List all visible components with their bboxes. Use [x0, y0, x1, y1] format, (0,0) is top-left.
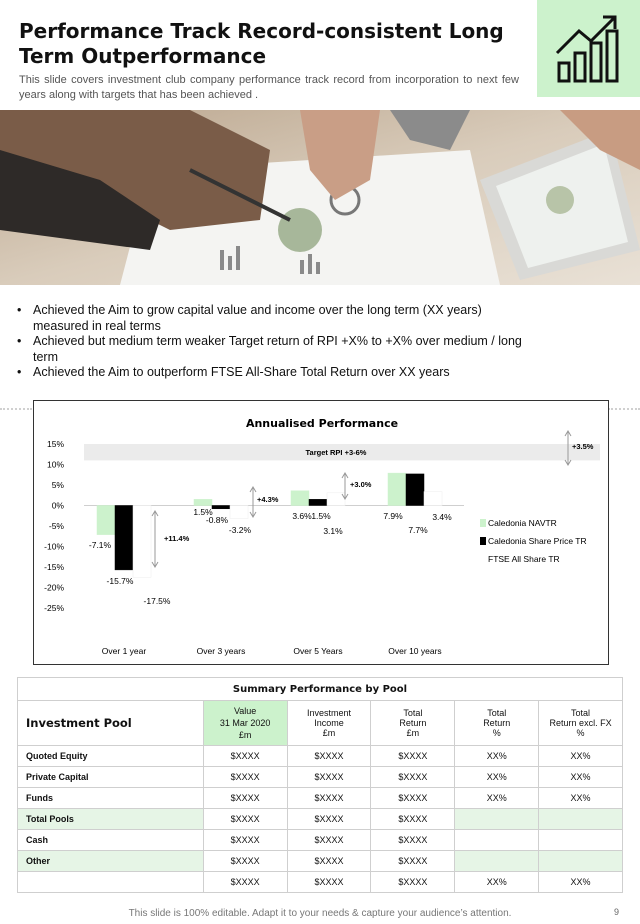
page-number: 9: [614, 907, 620, 917]
y-tick-label: -5%: [48, 521, 64, 531]
table-row: Other $XXXX $XXXX $XXXX: [18, 851, 623, 872]
y-tick-label: 10%: [46, 459, 64, 470]
column-header: Value 31 Mar 2020 £m: [203, 701, 287, 746]
page-title: Performance Track Record-consistent Long Term Outperformance: [19, 19, 504, 68]
table-row: Total Pools $XXXX $XXXX $XXXX: [18, 809, 623, 830]
data-label: -3.2%: [228, 525, 252, 535]
summary-table: [17, 677, 623, 893]
bar: [194, 499, 212, 505]
table-caption: Summary Performance by Pool: [18, 678, 623, 701]
bar: [97, 506, 115, 535]
y-tick-label: 5%: [51, 480, 64, 490]
annotation-label: +11.4%: [164, 534, 190, 543]
data-label: 3.4%: [432, 512, 452, 522]
annotation-label: +3.0%: [350, 480, 372, 489]
x-tick-label: Over 10 years: [388, 646, 442, 656]
y-tick-label: -15%: [44, 562, 64, 572]
divider: [608, 408, 640, 410]
table-row: Funds $XXXX $XXXX $XXXX XX% XX%: [18, 788, 623, 809]
legend-label: Caledonia Share Price TR: [488, 536, 587, 546]
column-header: Total Return excl. FX %: [539, 701, 623, 746]
divider: [0, 408, 32, 410]
data-label: -0.8%: [205, 515, 229, 525]
column-header: Total Return %: [455, 701, 539, 746]
data-label: -7.1%: [88, 540, 112, 550]
legend-swatch: [480, 519, 486, 527]
bullet-text: Achieved the Aim to outperform FTSE All-Share Total Return over XX years: [33, 365, 450, 379]
data-label: -17.5%: [143, 596, 171, 606]
y-tick-label: -10%: [44, 541, 64, 552]
x-tick-label: Over 1 year: [101, 646, 147, 656]
table-row: Quoted Equity $XXXX $XXXX $XXXX XX% XX%: [18, 746, 623, 767]
bullet-item: • Achieved the Aim to outperform FTSE All-Share Total Return over XX years: [17, 365, 527, 381]
column-header: Investment Income £m: [287, 701, 371, 746]
bullet-item: • Achieved the Aim to grow capital value and income over the long term (XX years) measured in real terms: [17, 303, 527, 334]
bar-chart-growth-icon: [553, 13, 625, 85]
table-row: Private Capital $XXXX $XXXX $XXXX XX% XX%: [18, 767, 623, 788]
bar: [406, 474, 424, 506]
bar: [133, 506, 151, 578]
legend-swatch: [480, 555, 486, 563]
chart-svg: [34, 401, 610, 666]
bar: [212, 506, 230, 509]
bullet-item: • Achieved but medium term weaker Target return of RPI +X% to +X% over medium / long term: [17, 334, 527, 365]
y-tick-label: 0%: [51, 500, 64, 511]
bullet-text: Achieved the Aim to grow capital value and income over the long term (XX years) measured in real terms: [33, 303, 482, 333]
annotation-label: +4.3%: [257, 495, 279, 504]
bar: [115, 506, 133, 570]
data-label: 3.1%: [323, 526, 343, 536]
data-label: 1.5%: [311, 511, 331, 521]
data-label: 3.6%: [292, 511, 312, 521]
icon-box: [537, 0, 640, 97]
bar: [230, 506, 248, 519]
data-label: 7.9%: [383, 511, 403, 521]
bullet-text: Achieved but medium term weaker Target return of RPI +X% to +X% over medium / long term: [33, 334, 522, 364]
page-subtitle: This slide covers investment club company performance track record from incorporation to next few years along with targets that has been achieved .: [19, 74, 519, 101]
data-label: 1.5%: [193, 507, 213, 517]
data-label: -15.7%: [106, 576, 134, 586]
bar: [309, 499, 327, 505]
hero-photo: [0, 110, 640, 285]
y-tick-label: -20%: [44, 582, 64, 593]
legend-swatch: [480, 537, 486, 545]
footer-note: This slide is 100% editable. Adapt it to your needs & capture your audience’s attention.: [128, 908, 512, 919]
y-tick-label: 15%: [46, 439, 64, 449]
column-header-pool: Investment Pool: [18, 701, 204, 746]
legend-label: Caledonia NAVTR: [488, 518, 557, 528]
table-row: $XXXX $XXXX $XXXX XX% XX%: [18, 872, 623, 893]
annotation-label: +3.5%: [572, 442, 594, 451]
bar: [291, 491, 309, 506]
table-row: Cash $XXXX $XXXX $XXXX: [18, 830, 623, 851]
legend-label: FTSE All Share TR: [488, 554, 560, 564]
column-header: Total Return £m: [371, 701, 455, 746]
y-tick-label: -25%: [44, 603, 64, 613]
chart-title: Annualised Performance: [245, 417, 399, 430]
bar: [388, 473, 406, 505]
data-label: 7.7%: [408, 525, 428, 535]
x-tick-label: Over 3 years: [196, 646, 246, 656]
target-band-label: Target RPI +3-6%: [305, 448, 367, 458]
x-tick-label: Over 5 Years: [293, 646, 343, 656]
bullet-list: [17, 303, 527, 381]
performance-chart: [33, 400, 609, 665]
bar: [424, 492, 442, 506]
